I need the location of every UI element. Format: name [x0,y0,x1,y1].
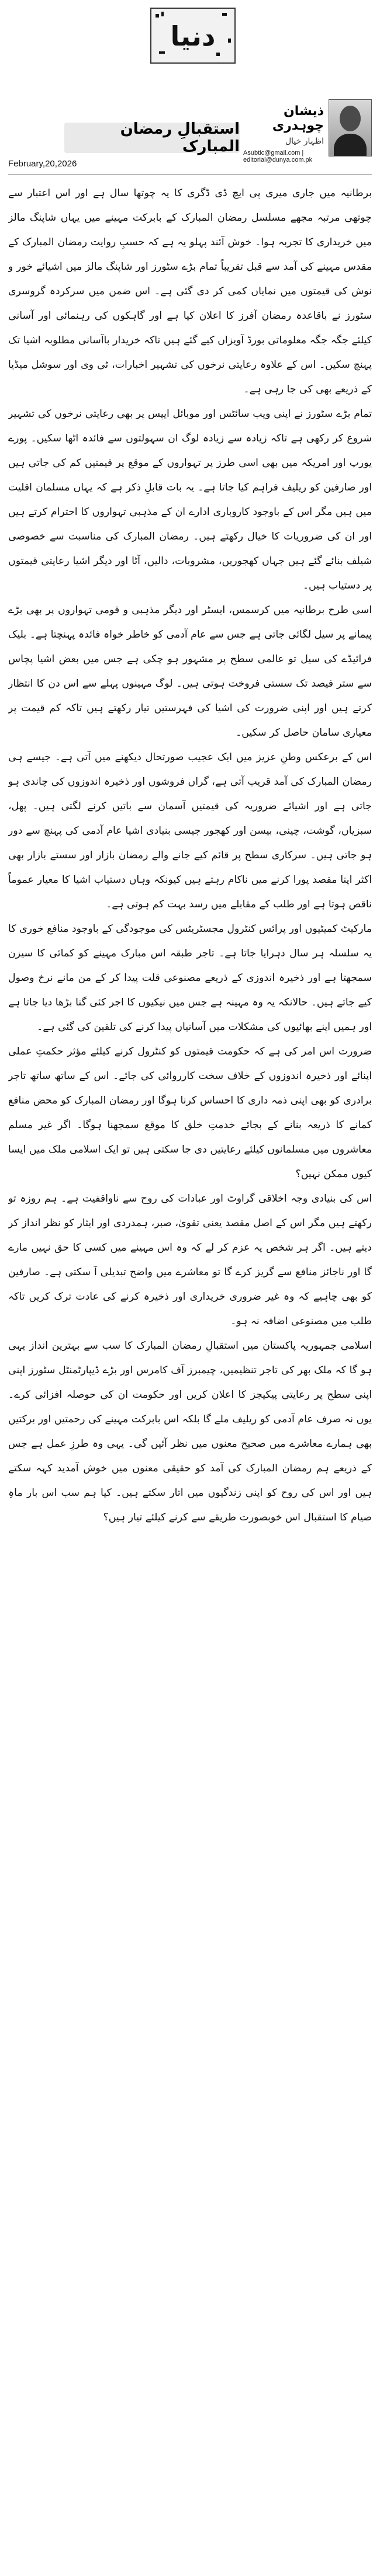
columnist-name: ذیشان چوہدری [272,104,324,133]
byline [244,104,324,146]
header-divider [8,174,372,175]
article-paragraph: برطانیہ میں جاری میری پی ایچ ڈی ڈگری کا یہ چوتھا سال ہے اور اس اعتبار سے چوتھی مرتبہ مجھے مسلسل رمضان المبارک کے بابرکت مہینے میں یہاں شاپنگ مالز میں خریداری کا تجربہ ہوا۔ خوش آئند پہلو یہ ہے کہ حسبِ روایت رمضان المبارک کے مقدس مہینے کی آمد سے قبل تقریباً تمام بڑے سٹورز اور شاپنگ مالز میں اشیائے خور و نوش کی قیمتوں میں نمایاں کمی کر دی گئی ہے۔ اس ضمن میں سرکردہ گروسری سٹورز نے باقاعدہ رمضان آفرز کا اعلان کیا ہے اور گاہکوں کی رہنمائی اور آسانی کیلئے جگہ جگہ معلوماتی بورڈ آویزاں کیے گئے ہیں تاکہ خریدار باآسانی مطلوبہ اشیا تک پہنچ سکیں۔ اس کے علاوہ رعایتی نرخوں کی تشہیر اخبارات، ٹی وی اور سوشل میڈیا کے ذریعے بھی کی جا رہی ہے۔ [8,187,372,395]
dunya-logo [146,4,240,68]
newspaper-logo-icon [146,4,240,68]
article-paragraph: اس کے برعکس وطنِ عزیز میں ایک عجیب صورتحال دیکھنے میں آتی ہے۔ جیسے ہی رمضان المبارک کی آمد قریب آتی ہے، گراں فروشوں اور ذخیرہ اندوزوں کی چاندی ہو جاتی ہے اور اشیائے ضروریہ کی قیمتیں آسمان سے باتیں کرنے لگتی ہیں۔ پھل، سبزیاں، گوشت، چینی، بیسن اور کھجور جیسی بنیادی اشیا عام آدمی کی پہنچ سے دور ہو جاتی ہیں۔ سرکاری سطح پر قائم کیے جانے والے رمضان بازار اور سستے بازار بھی اکثر اپنا مقصد پورا کرنے میں ناکام رہتے ہیں کیونکہ وہاں دستیاب اشیا کا معیار عموماً ناقص ہوتا ہے اور طلب کے مقابلے میں رسد بہت کم ہوتی ہے۔ [8,751,372,910]
article-paragraph: اس کی بنیادی وجہ اخلاقی گراوٹ اور عبادات کی روح سے ناواقفیت ہے۔ ہم روزہ تو رکھتے ہیں مگر اس کے اصل مقصد یعنی تقویٰ، صبر، ہمدردی اور ایثار کو نظر انداز کر دیتے ہیں۔ اگر ہر شخص یہ عزم کر لے کہ وہ اس مہینے میں کسی کا حق نہیں مارے گا اور ناجائز منافع سے گریز کرے گا تو معاشرے میں واضح تبدیلی آ سکتی ہے۔ صارفین کو بھی چاہیے کہ وہ غیر ضروری خریداری اور ذخیرہ کرنے کی عادت ترک کریں تاکہ طلب میں مصنوعی اضافہ نہ ہو۔ [8,1193,372,1327]
article-paragraph: اسی طرح برطانیہ میں کرسمس، ایسٹر اور دیگر مذہبی و قومی تہواروں پر بھی بڑے پیمانے پر سیل لگائی جاتی ہے جس سے عام آدمی کو خاطر خواہ فائدہ پہنچتا ہے۔ بلیک فرائیڈے کی سیل تو عالمی سطح پر مشہور ہو چکی ہے جس میں بعض اشیا پچاس سے ستر فیصد تک سستی فروخت ہوتی ہیں۔ لوگ مہینوں پہلے سے اس دن کا انتظار کرتے ہیں اور اپنی ضرورت کی اشیا کی فہرستیں تیار رکھتے ہیں تاکہ کم قیمت پر معیاری سامان حاصل کر سکیں۔ [8,604,372,739]
article-paragraph: ضرورت اس امر کی ہے کہ حکومت قیمتوں کو کنٹرول کرنے کیلئے مؤثر حکمتِ عملی اپنائے اور ذخیرہ اندوزوں کے خلاف سخت کارروائی کی جائے۔ اس کے ساتھ ساتھ تاجر برادری کو بھی اپنی ذمہ داری کا احساس کرنا ہوگا اور رمضان المبارک کو محض منافع کمانے کا ذریعہ بنانے کے بجائے خدمتِ خلق کا موقع سمجھنا ہوگا۔ اگر غیر مسلم معاشروں میں مسلمانوں کیلئے رعایتیں دی جا سکتی ہیں تو ایک اسلامی ملک میں ایسا کیوں ممکن نہیں؟ [8,1046,372,1180]
publish-date: February,20,2026 [8,159,77,169]
article-paragraph: تمام بڑے سٹورز نے اپنی ویب سائٹس اور موبائل ایپس پر بھی رعایتی نرخوں کی تشہیر شروع کر رکھی ہے تاکہ زیادہ سے زیادہ لوگ ان سہولتوں سے فائدہ اٹھا سکیں۔ پورے یورپ اور امریکہ میں بھی اسی طرز پر تہواروں کے موقع پر قیمتیں کم کی جاتی ہیں اور صارفین کو ریلیف فراہم کیا جاتا ہے۔ یہ بات قابلِ ذکر ہے کہ یہاں مسلمان اقلیت میں ہیں مگر اس کے باوجود کاروباری ادارے ان کے مذہبی تہواروں کا احترام کرتے ہیں اور ان کی ضروریات کا خیال رکھتے ہیں۔ رمضان المبارک کی مناسبت سے خصوصی شیلف بنائے گئے ہیں جہاں کھجوریں، مشروبات، دالیں، آٹا اور دیگر اشیا رعایتی قیمتوں پر دستیاب ہیں۔ [8,408,372,591]
masthead [0,0,380,210]
headline-bar [64,120,240,155]
article-headline: استقبالِ رمضان المبارک [120,120,240,155]
columnist-email[interactable]: Asubtic@gmail.com | editorial@dunya.com.pk [243,149,313,163]
columnist-photo [329,99,372,156]
avatar-head-icon [340,106,361,131]
article-body [8,181,372,2563]
article-paragraph: مارکیٹ کمیٹیوں اور پرائس کنٹرول مجسٹریٹس کی موجودگی کے باوجود منافع خوری کا یہ سلسلہ ہر سال دہرایا جاتا ہے۔ تاجر طبقہ اس مبارک مہینے کو کمائی کا سیزن سمجھتا ہے اور ذخیرہ اندوزی کے ذریعے مصنوعی قلت پیدا کر کے من مانے نرخ وصول کیے جاتے ہیں۔ حالانکہ یہ وہ مہینہ ہے جس میں نیکیوں کا اجر کئی گنا بڑھا دیا جاتا ہے اور ہمیں اپنے بھائیوں کی مشکلات میں آسانیاں پیدا کرنے کی تلقین کی گئی ہے۔ [8,923,372,1033]
columnist-subtitle: اظہار خیال [285,137,324,146]
logo-text: دنیا [170,20,216,52]
article-paragraph: اسلامی جمہوریہ پاکستان میں استقبالِ رمضان المبارک کا سب سے بہترین انداز یہی ہو گا کہ ملک بھر کی تاجر تنظیمیں، چیمبرز آف کامرس اور بڑے ڈیپارٹمنٹل سٹورز اپنی اپنی سطح پر رعایتی پیکیجز کا اعلان کریں اور حکومت ان کی حوصلہ افزائی کرے۔ یوں نہ صرف عام آدمی کو ریلیف ملے گا بلکہ اس بابرکت مہینے کی رحمتیں اور برکتیں بھی ہمارے معاشرے میں صحیح معنوں میں نظر آئیں گی۔ یہی وہ طرزِ عمل ہے جس کے ذریعے ہم رمضان المبارک کی آمد کو حقیقی معنوں میں خوش آمدید کہہ سکتے ہیں اور اس کی روح کو اپنی زندگیوں میں اتار سکتے ہیں۔ کیا ہم سب اس بار ماہِ صیام کا استقبال اس خوبصورت طریقے سے کرنے کیلئے تیار ہیں؟ [8,1340,372,1523]
columnist-block [243,99,372,163]
